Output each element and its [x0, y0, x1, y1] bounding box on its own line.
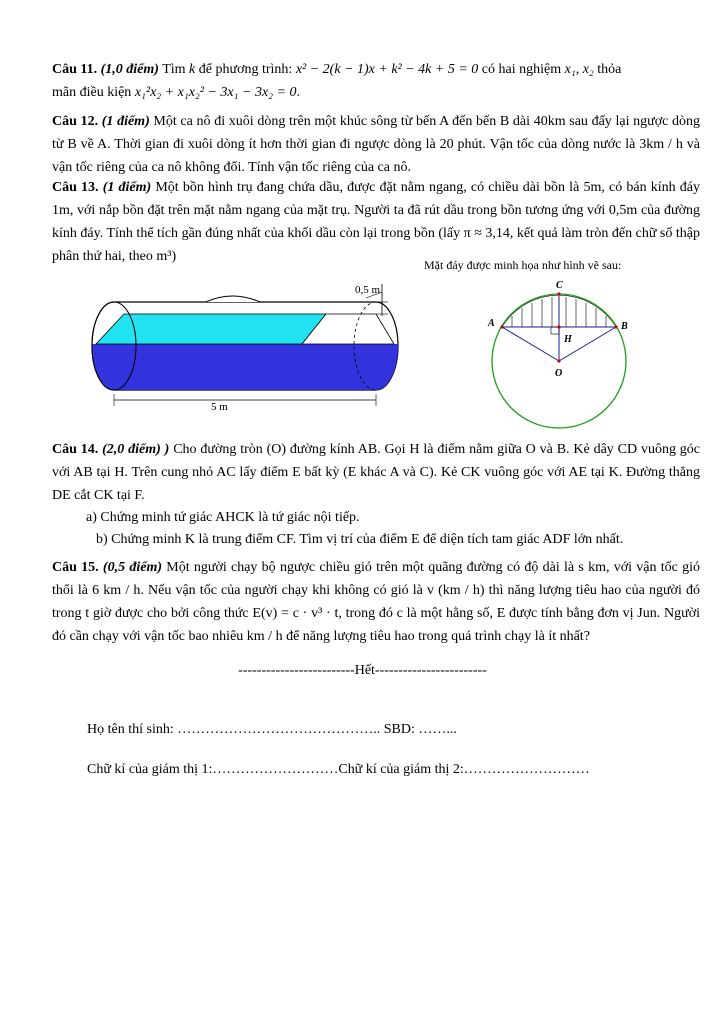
figure-caption: Mặt đáy được minh họa như hình vẽ sau: [424, 258, 622, 272]
q14-text: Cho đường tròn (O) đường kính AB. Gọi H là điểm nằm giữa O và B. Kẻ dây CD vuông góc với AB tại H. Trên cung nhỏ AC lấy điểm E bất kỳ (E khác A và C). Kẻ CK vuông góc với AE tại K. Đường thẳng DE cắt CK tại F. [52, 442, 701, 503]
label-depth: 0,5 m [355, 284, 381, 296]
label-length: 5 m [211, 401, 228, 412]
q12-points: (1 điểm) [101, 114, 150, 129]
oil-surface [96, 314, 326, 344]
q11-end: . [296, 85, 300, 100]
point-O: O [555, 368, 563, 379]
point-C: C [556, 280, 563, 291]
signature-line: Chữ kí của giám thị 1:………………………Chữ kí của giám thị 2:……………………… [87, 762, 590, 777]
end-marker: -------------------------Hết------------------------ [238, 663, 487, 678]
q14-label: Câu 14. [52, 442, 99, 457]
question-11 [52, 58, 700, 104]
q11-points: (1,0 điểm) [100, 62, 159, 77]
q11-label: Câu 11. [52, 62, 98, 77]
q11-condition: x₁²x₂ + x₁x₂² − 3x₁ − 3x₂ = 0 [134, 85, 297, 100]
q13-label: Câu 13. [52, 180, 99, 195]
q11-equation: x² − 2(k − 1)x + k² − 4k + 5 = 0 [295, 62, 479, 77]
q15-label: Câu 15. [52, 560, 99, 575]
tank-figure [76, 282, 406, 412]
q11-text-e: mãn điều kiện [52, 85, 132, 100]
q15-points: (0,5 điểm) [102, 560, 162, 575]
point-B: B [621, 321, 628, 332]
q13-text: Một bồn hình trụ đang chứa dầu, được đặt nằm ngang, có chiều dài bồn là 5m, có bán kính đáy 1m, với nắp bồn đặt trên mặt nằm ngang của mặt trụ. Người ta đã rút dầu trong bồn tương ứng với 0,5m của đường kính đáy. Tính thể tích gần đúng nhất của khối dầu còn lại trong bồn (lấy π ≈ 3,14, kết quả làm tròn đến chữ số thập phân thứ hai, theo m³) [52, 180, 700, 264]
question-12 [52, 110, 700, 179]
question-14 [52, 438, 700, 507]
question-13 [52, 176, 700, 268]
q11-text-b: để phương trình: [198, 62, 293, 77]
point-A: A [488, 318, 495, 329]
q13-points: (1 điểm) [102, 180, 152, 195]
q12-label: Câu 12. [52, 114, 99, 129]
q14-points: (2,0 điểm) ) [102, 442, 170, 457]
oil-lower [76, 344, 406, 404]
circle-figure [484, 276, 634, 432]
question-15 [52, 556, 700, 648]
tank-lid [206, 296, 260, 302]
q14-part-b: b) Chứng minh K là trung điểm CF. Tìm vị trí của điểm E để diện tích tam giác ADF lớn nhất. [96, 532, 624, 547]
q11-text-d: thỏa [597, 62, 622, 77]
q11-text-c: có hai nghiệm [481, 62, 562, 77]
q11-text-a: Tìm [162, 62, 186, 77]
point-H: H [564, 334, 572, 345]
q15-text: Một người chạy bộ ngược chiều gió trên một quãng đường có độ dài là s km, với vận tốc gió thổi là 6 km / h. Nếu vận tốc của người chạy khi không có gió là v (km / h) thì năng lượng tiêu hao của người đó trong t giờ được cho bởi công thức E(v) = c · v³ · t, trong đó c là một hằng số, E được tính bằng đơn vị Jun. Người đó cần chạy với vận tốc bao nhiêu km / h để năng lượng tiêu hao trong quá trình chạy là ít nhất? [52, 560, 700, 644]
q11-var-k: k [189, 62, 196, 77]
q12-text: Một ca nô đi xuôi dòng trên một khúc sông từ bến A đến bến B dài 40km sau đấy lại ngược dòng từ B về A. Thời gian đi xuôi dòng ít hơn thời gian đi ngược dòng là 20 phút. Vận tốc của dòng nước là 3km / h và vận tốc riêng của ca nô không đổi. Tính vận tốc riêng của ca nô. [52, 114, 701, 175]
q14-part-a: a) Chứng minh tứ giác AHCK là tứ giác nội tiếp. [86, 510, 360, 525]
q11-roots: x₁, x₂ [564, 62, 594, 77]
candidate-line: Họ tên thí sinh: …………………………………….. SBD: ……... [87, 722, 457, 737]
